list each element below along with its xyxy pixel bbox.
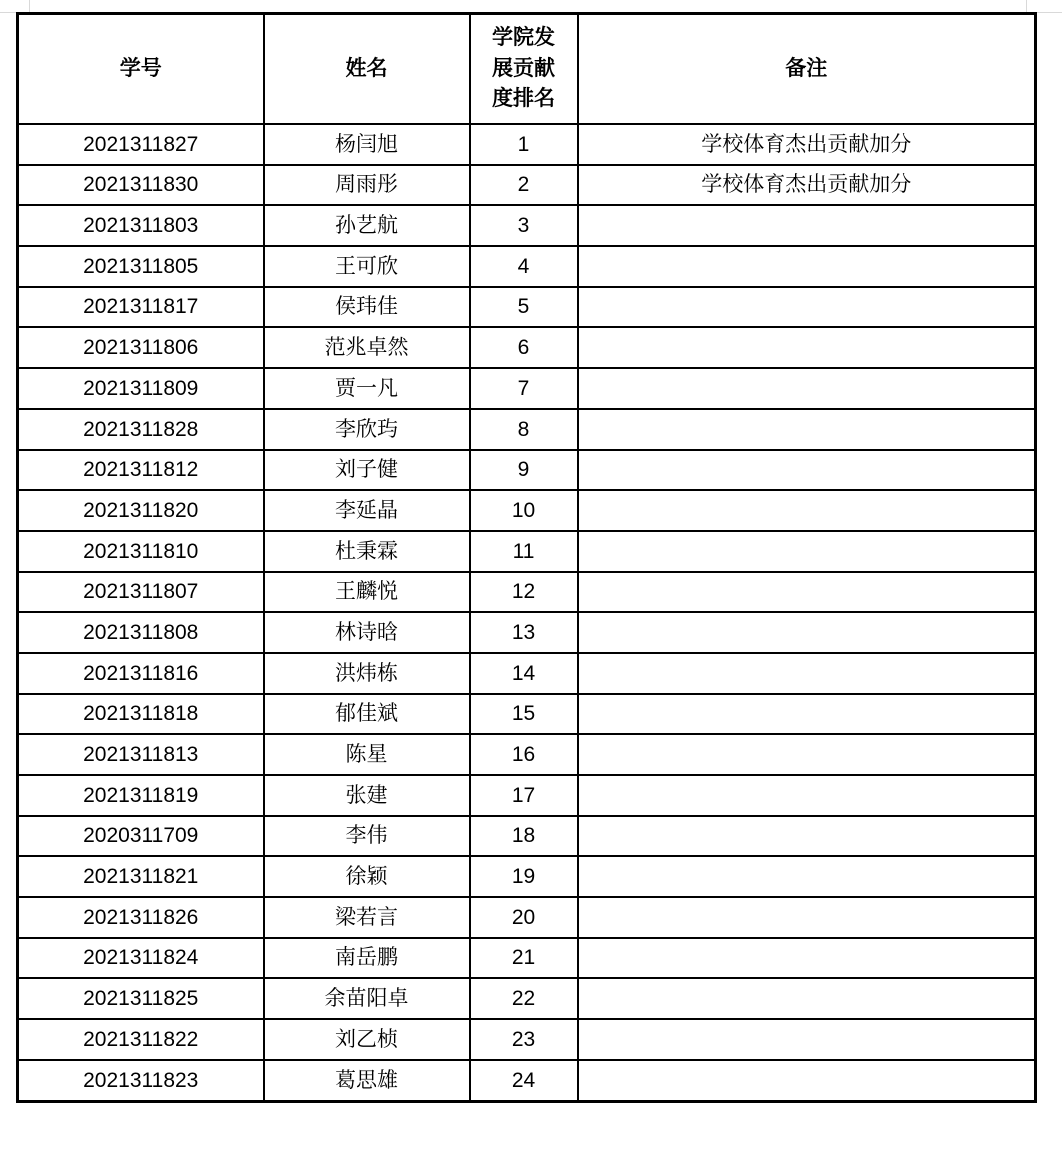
table-row — [18, 490, 1036, 531]
cell-rank[interactable]: 17 — [470, 775, 578, 816]
cell-student-id[interactable]: 2021311827 — [18, 124, 264, 165]
cell-remark[interactable] — [578, 734, 1036, 775]
cell-rank[interactable]: 20 — [470, 897, 578, 938]
cell-rank[interactable]: 11 — [470, 531, 578, 572]
cell-rank[interactable]: 18 — [470, 816, 578, 857]
cell-name[interactable]: 杨闫旭 — [264, 124, 470, 165]
cell-name[interactable]: 葛思雄 — [264, 1060, 470, 1101]
cell-rank[interactable]: 2 — [470, 165, 578, 206]
column-header-remark[interactable]: 备注 — [578, 14, 1036, 125]
table-row — [18, 287, 1036, 328]
table-row — [18, 816, 1036, 857]
cell-name[interactable]: 杜秉霖 — [264, 531, 470, 572]
cell-name[interactable]: 徐颖 — [264, 856, 470, 897]
cell-student-id[interactable]: 2021311824 — [18, 938, 264, 979]
cell-rank[interactable]: 22 — [470, 978, 578, 1019]
table-row — [18, 368, 1036, 409]
cell-student-id[interactable]: 2021311821 — [18, 856, 264, 897]
cell-name[interactable]: 陈星 — [264, 734, 470, 775]
cell-remark[interactable] — [578, 490, 1036, 531]
table-row — [18, 734, 1036, 775]
cell-rank[interactable]: 1 — [470, 124, 578, 165]
cell-student-id[interactable]: 2021311828 — [18, 409, 264, 450]
table-row — [18, 938, 1036, 979]
cell-remark[interactable] — [578, 775, 1036, 816]
cell-remark[interactable] — [578, 450, 1036, 491]
table-row — [18, 653, 1036, 694]
table-row — [18, 694, 1036, 735]
cell-name[interactable]: 林诗晗 — [264, 612, 470, 653]
cell-remark[interactable] — [578, 572, 1036, 613]
cell-rank[interactable]: 21 — [470, 938, 578, 979]
cell-name[interactable]: 梁若言 — [264, 897, 470, 938]
cell-student-id[interactable]: 2020311709 — [18, 816, 264, 857]
cell-name[interactable]: 李延晶 — [264, 490, 470, 531]
cell-rank[interactable]: 24 — [470, 1060, 578, 1101]
cell-student-id[interactable]: 2021311820 — [18, 490, 264, 531]
cell-name[interactable]: 南岳鹏 — [264, 938, 470, 979]
cell-student-id[interactable]: 2021311818 — [18, 694, 264, 735]
cell-student-id[interactable]: 2021311808 — [18, 612, 264, 653]
table-row — [18, 1019, 1036, 1060]
cell-name[interactable]: 郁佳斌 — [264, 694, 470, 735]
cell-student-id[interactable]: 2021311826 — [18, 897, 264, 938]
table-body — [18, 124, 1036, 1101]
cell-student-id[interactable]: 2021311817 — [18, 287, 264, 328]
cell-student-id[interactable]: 2021311803 — [18, 205, 264, 246]
cell-remark[interactable] — [578, 1019, 1036, 1060]
cell-remark[interactable] — [578, 653, 1036, 694]
table-row — [18, 165, 1036, 206]
cell-student-id[interactable]: 2021311806 — [18, 327, 264, 368]
cell-name[interactable]: 余苗阳卓 — [264, 978, 470, 1019]
cell-remark[interactable] — [578, 897, 1036, 938]
cell-student-id[interactable]: 2021311810 — [18, 531, 264, 572]
table-row — [18, 978, 1036, 1019]
cell-remark[interactable]: 学校体育杰出贡献加分 — [578, 165, 1036, 206]
cell-remark[interactable] — [578, 246, 1036, 287]
cell-remark[interactable] — [578, 287, 1036, 328]
cell-student-id[interactable]: 2021311813 — [18, 734, 264, 775]
cell-rank[interactable]: 8 — [470, 409, 578, 450]
cell-rank[interactable]: 9 — [470, 450, 578, 491]
cell-name[interactable]: 王可欣 — [264, 246, 470, 287]
cell-rank[interactable]: 13 — [470, 612, 578, 653]
table-header-row — [18, 14, 1036, 125]
cell-name[interactable]: 孙艺航 — [264, 205, 470, 246]
cell-name[interactable]: 张建 — [264, 775, 470, 816]
cell-name[interactable]: 王麟悦 — [264, 572, 470, 613]
table-row — [18, 1060, 1036, 1101]
table-row — [18, 775, 1036, 816]
cell-rank[interactable]: 19 — [470, 856, 578, 897]
column-header-rank-label: 学院发展贡献度排名 — [491, 26, 555, 111]
cell-student-id[interactable]: 2021311805 — [18, 246, 264, 287]
cell-name[interactable]: 洪炜栋 — [264, 653, 470, 694]
cell-name[interactable]: 李伟 — [264, 816, 470, 857]
cell-student-id[interactable]: 2021311812 — [18, 450, 264, 491]
table-row — [18, 612, 1036, 653]
column-header-student-id[interactable]: 学号 — [18, 14, 264, 125]
table-row — [18, 205, 1036, 246]
cell-remark[interactable] — [578, 694, 1036, 735]
cell-student-id[interactable]: 2021311830 — [18, 165, 264, 206]
cell-remark[interactable] — [578, 1060, 1036, 1101]
cell-remark[interactable]: 学校体育杰出贡献加分 — [578, 124, 1036, 165]
cell-rank[interactable]: 12 — [470, 572, 578, 613]
cell-student-id[interactable]: 2021311823 — [18, 1060, 264, 1101]
cell-rank[interactable]: 4 — [470, 246, 578, 287]
cell-rank[interactable]: 15 — [470, 694, 578, 735]
cell-student-id[interactable]: 2021311816 — [18, 653, 264, 694]
column-header-rank[interactable] — [470, 14, 578, 125]
table-row — [18, 531, 1036, 572]
cell-rank[interactable]: 23 — [470, 1019, 578, 1060]
cell-student-id[interactable]: 2021311807 — [18, 572, 264, 613]
table-row — [18, 327, 1036, 368]
table-row — [18, 856, 1036, 897]
cell-remark[interactable] — [578, 612, 1036, 653]
cell-name[interactable]: 周雨彤 — [264, 165, 470, 206]
table-row — [18, 572, 1036, 613]
cell-student-id[interactable]: 2021311822 — [18, 1019, 264, 1060]
cell-name[interactable]: 贾一凡 — [264, 368, 470, 409]
table-row — [18, 246, 1036, 287]
cell-rank[interactable]: 16 — [470, 734, 578, 775]
table-row — [18, 409, 1036, 450]
cell-student-id[interactable]: 2021311819 — [18, 775, 264, 816]
cell-rank[interactable]: 10 — [470, 490, 578, 531]
cell-student-id[interactable]: 2021311825 — [18, 978, 264, 1019]
cell-rank[interactable]: 5 — [470, 287, 578, 328]
table-row — [18, 124, 1036, 165]
spreadsheet-gridline-vertical-right — [1026, 0, 1027, 12]
table-row — [18, 897, 1036, 938]
table-row — [18, 450, 1036, 491]
student-ranking-table — [16, 12, 1037, 1103]
cell-remark[interactable] — [578, 531, 1036, 572]
cell-remark[interactable] — [578, 327, 1036, 368]
spreadsheet-gridline-vertical-left — [29, 0, 30, 12]
cell-remark[interactable] — [578, 856, 1036, 897]
cell-name[interactable]: 李欣玙 — [264, 409, 470, 450]
cell-rank[interactable]: 14 — [470, 653, 578, 694]
cell-remark[interactable] — [578, 205, 1036, 246]
cell-remark[interactable] — [578, 978, 1036, 1019]
cell-student-id[interactable]: 2021311809 — [18, 368, 264, 409]
cell-name[interactable]: 刘乙桢 — [264, 1019, 470, 1060]
cell-remark[interactable] — [578, 938, 1036, 979]
cell-name[interactable]: 侯玮佳 — [264, 287, 470, 328]
column-header-name[interactable]: 姓名 — [264, 14, 470, 125]
cell-rank[interactable]: 3 — [470, 205, 578, 246]
cell-name[interactable]: 刘子健 — [264, 450, 470, 491]
cell-rank[interactable]: 6 — [470, 327, 578, 368]
cell-rank[interactable]: 7 — [470, 368, 578, 409]
cell-name[interactable]: 范兆卓然 — [264, 327, 470, 368]
cell-remark[interactable] — [578, 816, 1036, 857]
cell-remark[interactable] — [578, 368, 1036, 409]
cell-remark[interactable] — [578, 409, 1036, 450]
